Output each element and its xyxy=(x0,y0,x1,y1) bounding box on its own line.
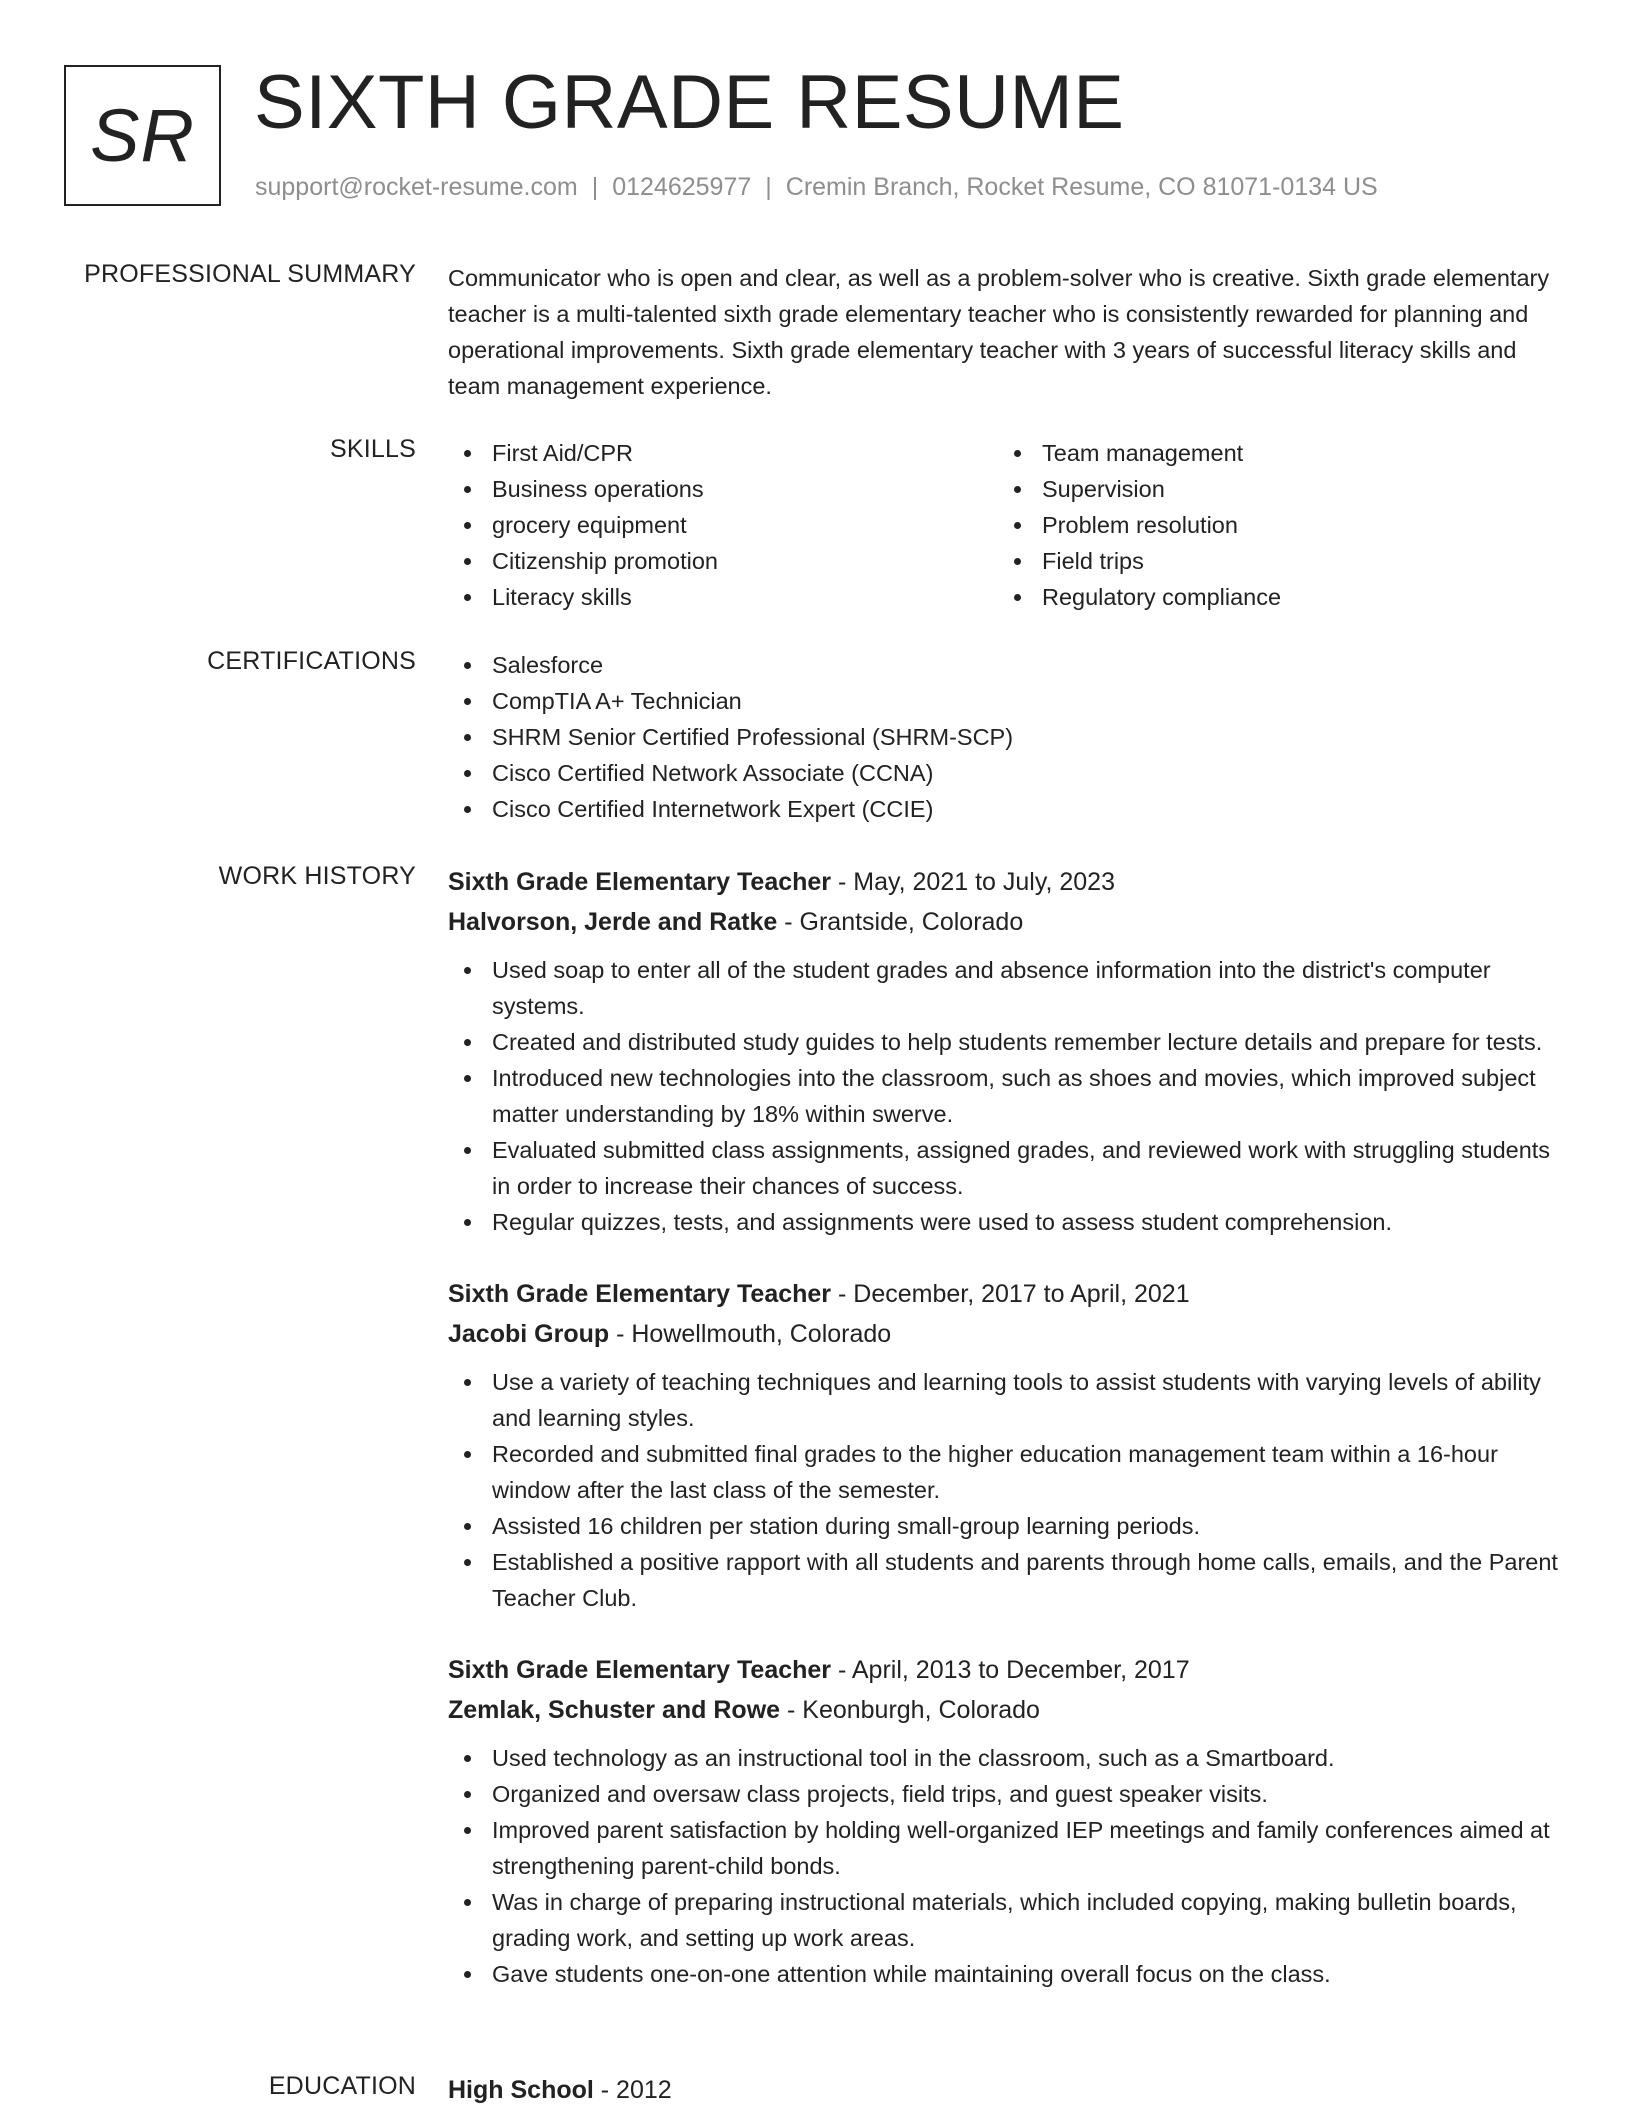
certification-item: SHRM Senior Certified Professional (SHRM-SCP) xyxy=(448,719,1558,755)
job-company: Jacobi Group xyxy=(448,1320,610,1348)
skill-item: Team management xyxy=(998,435,1548,471)
job-bullet: Used soap to enter all of the student grades and absence information into the district's computer systems. xyxy=(448,952,1558,1024)
summary-heading: PROFESSIONAL SUMMARY xyxy=(84,260,416,288)
job-dates: - May, 2021 to July, 2023 xyxy=(831,868,1115,896)
certification-item: CompTIA A+ Technician xyxy=(448,683,1558,719)
job-company: Zemlak, Schuster and Rowe xyxy=(448,1696,781,1724)
work-history-body xyxy=(448,862,1558,2026)
contact-separator: | xyxy=(591,173,599,201)
certifications-list xyxy=(448,647,1558,827)
job-bullet: Established a positive rapport with all students and parents through home calls, emails, and the Parent Teacher Club. xyxy=(448,1544,1558,1616)
contact-line xyxy=(255,173,1378,202)
work-history-heading: WORK HISTORY xyxy=(218,862,416,890)
job-dates: - April, 2013 to December, 2017 xyxy=(831,1656,1190,1684)
job-company-line xyxy=(448,1690,1558,1730)
job-title-line xyxy=(448,862,1558,902)
skill-item: First Aid/CPR xyxy=(448,435,998,471)
skills-grid xyxy=(448,435,1558,615)
job-bullet: Was in charge of preparing instructional materials, which included copying, making bulletin boards, grading work, and setting up work areas. xyxy=(448,1884,1558,1956)
skill-item: Citizenship promotion xyxy=(448,543,998,579)
job-bullet: Recorded and submitted final grades to the higher education management team within a 16-hour window after the last class of the semester. xyxy=(448,1436,1558,1508)
skill-item: Supervision xyxy=(998,471,1548,507)
job-title-line xyxy=(448,1274,1558,1314)
job-bullets xyxy=(448,1364,1558,1616)
job-bullet: Introduced new technologies into the classroom, such as shoes and movies, which improved subject matter understanding by 18% within swerve. xyxy=(448,1060,1558,1132)
skill-item: Problem resolution xyxy=(998,507,1548,543)
job-company-line xyxy=(448,902,1558,942)
job-bullet: Used technology as an instructional tool in the classroom, such as a Smartboard. xyxy=(448,1740,1558,1776)
summary-text: Communicator who is open and clear, as well as a problem-solver who is creative. Sixth grade elementary teacher is a multi-talented sixth grade elementary teacher who is consistently rewarded for planning and operational improvements. Sixth grade elementary teacher with 3 years of successful literacy skills and team management experience. xyxy=(448,265,1550,399)
job-bullets xyxy=(448,952,1558,1240)
job-entry xyxy=(448,862,1558,1240)
resume-title: SIXTH GRADE RESUME xyxy=(254,60,1125,145)
contact-phone: 0124625977 xyxy=(612,173,752,201)
education-year: - 2012 xyxy=(593,2076,672,2104)
skills-heading: SKILLS xyxy=(330,435,416,463)
skills-list-left xyxy=(448,435,998,615)
job-title: Sixth Grade Elementary Teacher xyxy=(448,1280,832,1308)
job-entry xyxy=(448,1650,1558,1992)
skills-list-right xyxy=(998,435,1548,615)
contact-separator: | xyxy=(765,173,772,201)
job-bullet: Regular quizzes, tests, and assignments were used to assess student comprehension. xyxy=(448,1204,1558,1240)
job-bullet: Organized and oversaw class projects, field trips, and guest speaker visits. xyxy=(448,1776,1558,1812)
education-heading: EDUCATION xyxy=(268,2072,416,2100)
certifications-heading: CERTIFICATIONS xyxy=(207,647,416,675)
education-body xyxy=(448,2072,1558,2108)
job-title: Sixth Grade Elementary Teacher xyxy=(448,1656,832,1684)
job-company-line xyxy=(448,1314,1558,1354)
education-line xyxy=(448,2072,1558,2108)
job-dates: - December, 2017 to April, 2021 xyxy=(831,1280,1190,1308)
skill-item: Literacy skills xyxy=(448,579,998,615)
skill-item: grocery equipment xyxy=(448,507,998,543)
job-company: Halvorson, Jerde and Ratke xyxy=(448,908,778,936)
contact-address: Cremin Branch, Rocket Resume, CO 81071-0134 US xyxy=(785,173,1378,201)
resume-header xyxy=(64,60,1584,210)
job-location: - Keonburgh, Colorado xyxy=(780,1696,1040,1724)
job-location: - Grantside, Colorado xyxy=(777,908,1024,936)
education-degree: High School xyxy=(448,2076,594,2104)
job-bullets xyxy=(448,1740,1558,1992)
job-title: Sixth Grade Elementary Teacher xyxy=(448,868,832,896)
job-bullet: Assisted 16 children per station during small-group learning periods. xyxy=(448,1508,1558,1544)
certification-item: Salesforce xyxy=(448,647,1558,683)
contact-email: support@rocket-resume.com xyxy=(255,173,578,201)
monogram-logo: SR xyxy=(64,65,221,206)
job-bullet: Use a variety of teaching techniques and learning tools to assist students with varying levels of ability and learning styles. xyxy=(448,1364,1558,1436)
job-bullet: Created and distributed study guides to help students remember lecture details and prepare for tests. xyxy=(448,1024,1558,1060)
job-bullet: Evaluated submitted class assignments, assigned grades, and reviewed work with struggling students in order to increase their chances of success. xyxy=(448,1132,1558,1204)
certification-item: Cisco Certified Network Associate (CCNA) xyxy=(448,755,1558,791)
job-bullet: Gave students one-on-one attention while maintaining overall focus on the class. xyxy=(448,1956,1558,1992)
job-bullet: Improved parent satisfaction by holding well-organized IEP meetings and family conferences aimed at strengthening parent-child bonds. xyxy=(448,1812,1558,1884)
skill-item: Regulatory compliance xyxy=(998,579,1548,615)
certification-item: Cisco Certified Internetwork Expert (CCIE) xyxy=(448,791,1558,827)
skill-item: Field trips xyxy=(998,543,1548,579)
certifications-body xyxy=(448,647,1558,827)
job-entry xyxy=(448,1274,1558,1616)
job-title-line xyxy=(448,1650,1558,1690)
skill-item: Business operations xyxy=(448,471,998,507)
job-location: - Howellmouth, Colorado xyxy=(609,1320,892,1348)
